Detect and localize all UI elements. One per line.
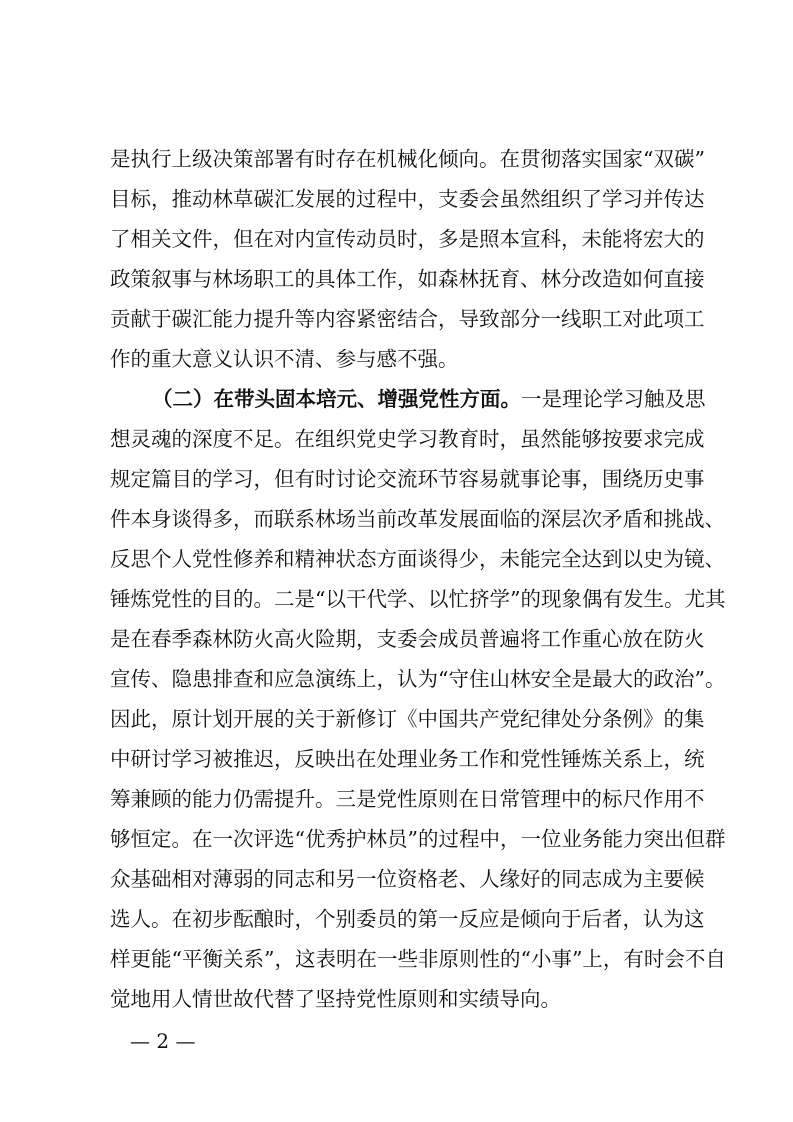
paragraph-line: 觉地用人情世故代替了坚持党性原则和实绩导向。	[110, 987, 561, 1011]
paragraph-line: 宣传、隐患排查和应急演练上，认为“守住山林安全是最大的政治”。	[110, 667, 726, 691]
paragraph-line: 锤炼党性的目的。二是“以干代学、以忙挤学”的现象偶有发生。尤其	[110, 587, 726, 611]
paragraph-line: 是在春季森林防火高火险期，支委会成员普遍将工作重心放在防火	[110, 627, 705, 651]
paragraph-line: 想灵魂的深度不足。在组织党史学习教育时，虽然能够按要求完成	[110, 427, 705, 451]
paragraph-line: 件本身谈得多，而联系林场当前改革发展面临的深层次矛盾和挑战、	[110, 507, 725, 531]
paragraph-line: 样更能“平衡关系”，这表明在一些非原则性的“小事”上，有时会不自	[110, 947, 726, 971]
paragraph-line: 因此，原计划开展的关于新修订《中国共产党纪律处分条例》的集	[110, 707, 705, 731]
paragraph-line: 够恒定。在一次评选“优秀护林员”的过程中，一位业务能力突出但群	[110, 827, 726, 851]
paragraph-line: 政策叙事与林场职工的具体工作，如森林抚育、林分改造如何直接	[110, 267, 705, 291]
page-number: — 2 —	[130, 1029, 196, 1053]
paragraph-line: 反思个人党性修养和精神状态方面谈得少，未能完全达到以史为镜、	[110, 547, 725, 571]
paragraph-line: 目标，推动林草碳汇发展的过程中，支委会虽然组织了学习并传达	[110, 187, 705, 211]
paragraph-line: 规定篇目的学习，但有时讨论交流环节容易就事论事，围绕历史事	[110, 467, 705, 491]
section-heading-line	[152, 381, 706, 417]
paragraph-line: 贡献于碳汇能力提升等内容紧密结合，导致部分一线职工对此项工	[110, 307, 705, 331]
section-heading: （二）在带头固本培元、增强党性方面。	[152, 387, 521, 411]
paragraph-line: 了相关文件，但在对内宣传动员时，多是照本宣科，未能将宏大的	[110, 227, 705, 251]
paragraph-line: 选人。在初步酝酿时，个别委员的第一反应是倾向于后者，认为这	[110, 907, 705, 931]
paragraph-line: 中研讨学习被推迟，反映出在处理业务工作和党性锤炼关系上，统	[110, 747, 705, 771]
paragraph-line: 众基础相对薄弱的同志和另一位资格老、人缘好的同志成为主要候	[110, 867, 705, 891]
paragraph-line: 作的重大意义认识不清、参与感不强。	[110, 347, 459, 371]
paragraph-line: 是执行上级决策部署有时存在机械化倾向。在贯彻落实国家“双碳”	[110, 147, 705, 171]
section-heading-continuation: 一是理论学习触及思	[521, 387, 706, 411]
paragraph-line: 筹兼顾的能力仍需提升。三是党性原则在日常管理中的标尺作用不	[110, 787, 705, 811]
